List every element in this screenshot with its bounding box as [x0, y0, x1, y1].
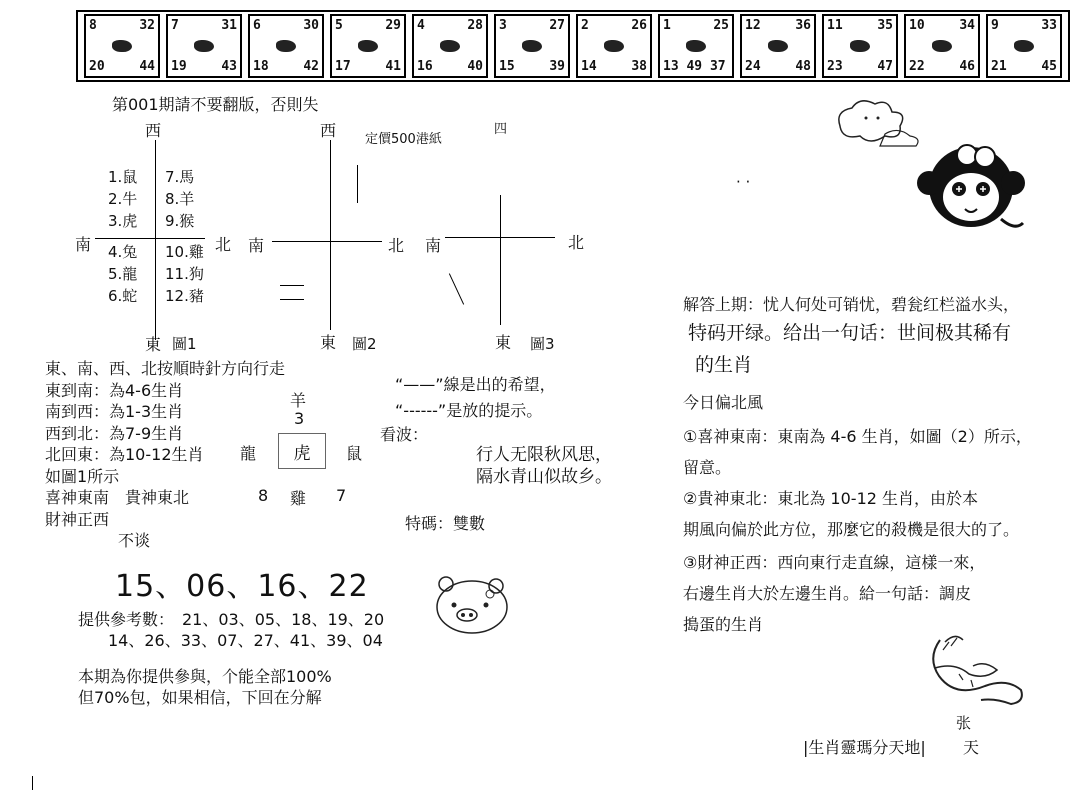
para-3a: ③財神正西：西向東行走直線，這樣一來，	[683, 553, 986, 572]
zodiac-animal-icon	[194, 40, 214, 52]
zodiac-cell-number: 7	[171, 18, 179, 33]
d3-horizontal-line	[445, 237, 555, 238]
zodiac-cell-number: 6	[253, 18, 261, 33]
compass-bottom-right: 7	[336, 486, 347, 505]
zodiac-cell-number: 17	[335, 59, 351, 74]
compass-top-num: 3	[294, 409, 305, 428]
zodiac-cell	[740, 14, 816, 78]
d3-west: 四	[494, 122, 508, 137]
answer-line-2: 特码开绿。给出一句话：世间极其稀有	[688, 322, 1012, 344]
zodiac-animal-icon	[112, 40, 132, 52]
zodiac-cell-number: 41	[385, 59, 401, 74]
zodiac-cell-number: 21	[991, 59, 1007, 74]
legend-look: 看波：	[380, 425, 429, 444]
zodiac-cell	[248, 14, 324, 78]
zodiac-animal-icon	[768, 40, 788, 52]
para-3b: 右邊生肖大於左邊生肖。給一句話：調皮	[683, 584, 972, 603]
zodiac-cell-number: 11	[827, 18, 843, 33]
zodiac-cell	[904, 14, 980, 78]
signature-motto: |生肖靈瑪分天地|	[803, 738, 926, 757]
rules-block: 東、南、西、北按順時針方向行走 東到南：為4-6生肖 南到西：為1-3生肖 西到北：為7-9生肖 北回東：為10-12生肖 如圖1所示 喜神東南 貴神東北 財神正西 不谈	[45, 359, 286, 550]
zodiac-cell-number: 32	[139, 18, 155, 33]
zodiac-cell-number: 20	[89, 59, 105, 74]
d2-vertical-line	[330, 140, 331, 330]
zodiac-number-strip	[76, 10, 1070, 82]
zodiac-cell	[494, 14, 570, 78]
special-code: 特碼：雙數	[405, 514, 486, 533]
zodiac-cell	[986, 14, 1062, 78]
d1-right-list: 7.馬 8.羊 9.猴 10.雞 11.狗 12.豬	[165, 168, 204, 305]
corner-mark	[32, 776, 33, 790]
pig-doodle-icon	[432, 572, 514, 638]
d1-south: 南	[75, 235, 92, 254]
d2-east: 東	[320, 333, 337, 352]
compass-center: 虎	[278, 433, 326, 469]
d2-north: 北	[388, 236, 405, 255]
zodiac-cell	[330, 14, 406, 78]
para-1a: ①喜神東南：東南為 4-6 生肖，如圖（2）所示，	[683, 427, 1032, 446]
cloud-doodle-icon	[830, 96, 925, 148]
d3-south: 南	[425, 236, 442, 255]
zodiac-cell-number: 9	[991, 18, 999, 33]
zodiac-cell-number: 42	[303, 59, 319, 74]
zodiac-cell-number: 22	[909, 59, 925, 74]
d2-solid-mark	[357, 165, 358, 203]
d2-south: 南	[248, 236, 265, 255]
d1-north: 北	[215, 235, 232, 254]
zodiac-cell-number: 26	[631, 18, 647, 33]
zodiac-cell-number: 13 49 37	[663, 59, 726, 74]
zodiac-cell-number: 28	[467, 18, 483, 33]
poem-line-2: 隔水青山似故乡。	[476, 467, 612, 487]
zodiac-cell-number: 46	[959, 59, 975, 74]
note-line-1: 本期為你提供參與，个能全部100%	[78, 667, 332, 686]
zodiac-cell-number: 27	[549, 18, 565, 33]
d2-label: 圖2	[352, 335, 377, 353]
ref-numbers-2: 14、26、33、07、27、41、39、04	[108, 631, 383, 650]
zodiac-cell-number: 18	[253, 59, 269, 74]
price-label: 定價500港紙	[365, 132, 442, 147]
zodiac-cell	[412, 14, 488, 78]
d1-label: 圖1	[172, 335, 197, 353]
d1-left-list: 1.鼠 2.牛 3.虎 4.兔 5.龍 6.蛇	[108, 168, 138, 305]
d3-north: 北	[568, 233, 585, 252]
zodiac-animal-icon	[358, 40, 378, 52]
compass-right: 鼠	[346, 444, 363, 463]
answer-line-1: 解答上期：忧人何处可销忧，碧瓮红栏溢水头，	[683, 295, 1020, 314]
compass-bottom-left: 8	[258, 486, 269, 505]
d1-west: 西	[145, 121, 162, 140]
signature-name-1: 张	[956, 714, 972, 732]
zodiac-cell-number: 36	[795, 18, 811, 33]
main-numbers: 15、06、16、22	[115, 569, 369, 604]
para-2b: 期風向偏於此方位，那麼它的殺機是很大的了。	[683, 520, 1020, 539]
para-3c: 搗蛋的生肖	[683, 615, 764, 634]
zodiac-cell-number: 31	[221, 18, 237, 33]
signature-name-2: 天	[963, 738, 980, 757]
ref-numbers-1: 21、03、05、18、19、20	[182, 610, 385, 629]
zodiac-cell-number: 8	[89, 18, 97, 33]
zodiac-animal-icon	[850, 40, 870, 52]
zodiac-cell-number: 48	[795, 59, 811, 74]
zodiac-cell-number: 33	[1041, 18, 1057, 33]
ref-numbers-label: 提供參考數：	[78, 610, 175, 629]
zodiac-cell-number: 4	[417, 18, 425, 33]
d3-diagonal-mark	[449, 273, 464, 304]
zodiac-cell-number: 34	[959, 18, 975, 33]
note-line-2: 但70%包，如果相信，下回在分解	[78, 688, 322, 707]
issue-title: 第001期請不要翻版，否則失	[112, 95, 319, 114]
zodiac-cell-number: 10	[909, 18, 925, 33]
d2-solid-mark-2	[280, 285, 304, 286]
zodiac-cell-number: 23	[827, 59, 843, 74]
dots: · ·	[736, 173, 751, 191]
zodiac-cell	[84, 14, 160, 78]
zodiac-cell-number: 38	[631, 59, 647, 74]
zodiac-cell-number: 2	[581, 18, 589, 33]
zodiac-cell-number: 14	[581, 59, 597, 74]
zodiac-cell-number: 12	[745, 18, 761, 33]
monkey-mascot-icon	[915, 135, 1027, 237]
zodiac-cell-number: 15	[499, 59, 515, 74]
zodiac-cell	[658, 14, 734, 78]
zodiac-cell-number: 25	[713, 18, 729, 33]
zodiac-cell-number: 39	[549, 59, 565, 74]
zodiac-cell-number: 35	[877, 18, 893, 33]
wind-today: 今日偏北風	[683, 393, 764, 412]
zodiac-cell-number: 43	[221, 59, 237, 74]
zodiac-animal-icon	[1014, 40, 1034, 52]
zodiac-cell	[576, 14, 652, 78]
zodiac-animal-icon	[440, 40, 460, 52]
zodiac-cell-number: 30	[303, 18, 319, 33]
poem-line-1: 行人无限秋风思，	[476, 445, 612, 465]
para-2a: ②貴神東北：東北為 10-12 生肖，由於本	[683, 489, 979, 508]
zodiac-cell-number: 5	[335, 18, 343, 33]
d1-east: 東	[145, 335, 162, 354]
zodiac-cell-number: 40	[467, 59, 483, 74]
legend-dashed: “------”是放的提示。	[395, 401, 543, 420]
zodiac-cell-number: 16	[417, 59, 433, 74]
answer-line-3: 的生肖	[695, 354, 753, 376]
zodiac-animal-icon	[604, 40, 624, 52]
zodiac-cell	[822, 14, 898, 78]
zodiac-cell-number: 19	[171, 59, 187, 74]
d3-label: 圖3	[530, 335, 555, 353]
para-1b: 留意。	[683, 458, 732, 477]
d2-west: 西	[320, 121, 337, 140]
zodiac-animal-icon	[932, 40, 952, 52]
compass-bottom: 雞	[290, 489, 307, 508]
d3-east: 東	[495, 333, 512, 352]
d2-solid-mark-3	[280, 299, 304, 300]
compass-left: 龍	[240, 444, 257, 463]
d2-horizontal-line	[272, 241, 382, 242]
zodiac-cell-number: 44	[139, 59, 155, 74]
zodiac-cell-number: 3	[499, 18, 507, 33]
zodiac-cell-number: 47	[877, 59, 893, 74]
compass-top: 羊	[290, 391, 307, 410]
zodiac-animal-icon	[522, 40, 542, 52]
zodiac-cell-number: 24	[745, 59, 761, 74]
zodiac-cell-number: 1	[663, 18, 671, 33]
zodiac-animal-icon	[276, 40, 296, 52]
zodiac-cell-number: 29	[385, 18, 401, 33]
zodiac-cell	[166, 14, 242, 78]
zodiac-animal-icon	[686, 40, 706, 52]
dragon-doodle-icon	[925, 628, 1030, 710]
d3-vertical-line	[500, 195, 501, 325]
zodiac-cell-number: 45	[1041, 59, 1057, 74]
legend-solid: “——”線是出的希望，	[395, 375, 556, 394]
d1-vertical-line	[155, 140, 156, 340]
